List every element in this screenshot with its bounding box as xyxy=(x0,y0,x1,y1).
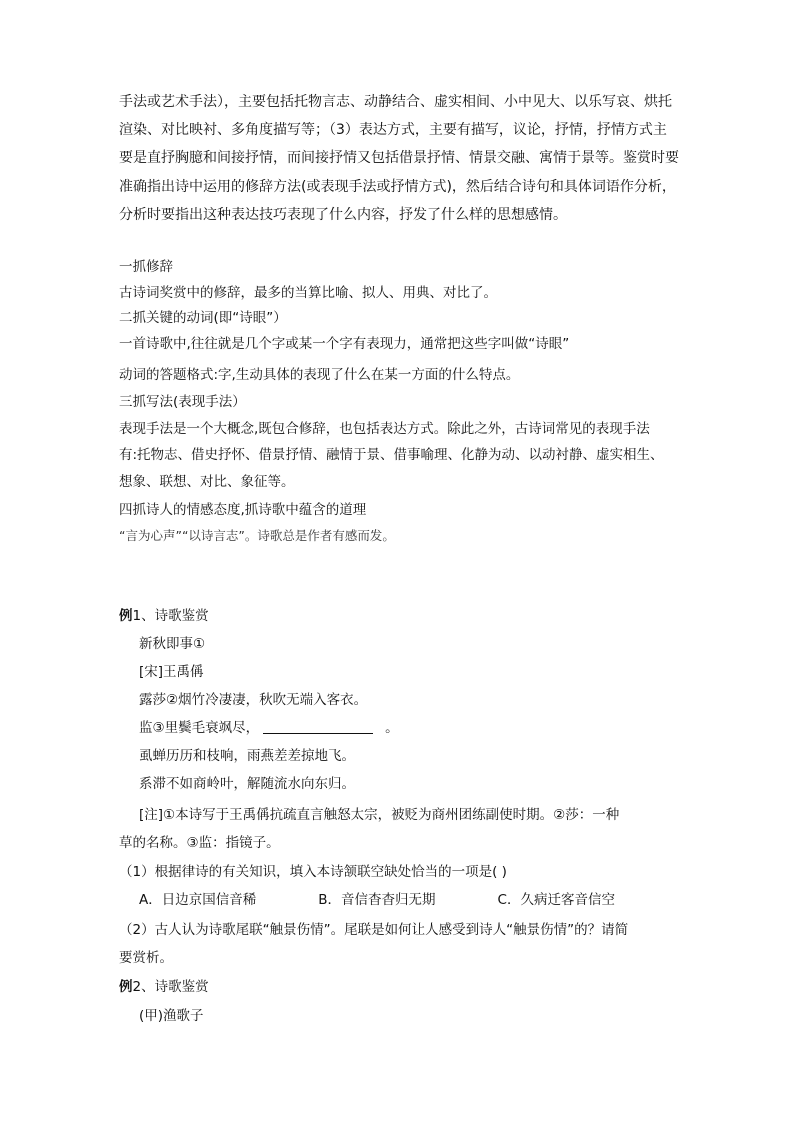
option-a[interactable]: A．日边京国信音稀 xyxy=(139,892,257,908)
point-2-title: 二抓关键的动词(即“诗眼”） xyxy=(119,310,287,326)
example-2-label-bold: 例 xyxy=(119,979,133,995)
point-3-text-3: 想象、联想、对比、象征等。 xyxy=(119,474,295,490)
option-c[interactable]: C．久病迁客音信空 xyxy=(497,892,615,908)
point-1-title: 一抓修辞 xyxy=(119,259,173,275)
point-2-text-2: 动词的答题格式:字,生动具体的表现了什么在某一方面的什么特点。 xyxy=(119,367,520,383)
intro-line-4: 准确指出诗中运用的修辞方法(或表现手法或抒情方式)，然后结合诗句和具体词语作分析， xyxy=(119,179,676,195)
example-2-subtitle: (甲)渔歌子 xyxy=(139,1008,204,1024)
point-4-title: 四抓诗人的情感态度,抓诗歌中蕴含的道理 xyxy=(119,502,367,518)
intro-line-2: 渲染、对比映衬、多角度描写等；（3）表达方式，主要有描写，议论，抒情，抒情方式主 xyxy=(119,122,667,138)
intro-line-3: 要是直抒胸臆和间接抒情，而间接抒情又包括借景抒情、情景交融、寓情于景等。鉴赏时要 xyxy=(119,150,679,166)
poem-line-4: 系滞不如商岭叶，解随流水向东归。 xyxy=(139,776,355,792)
point-3-text-2: 有:托物志、借史抒怀、借景抒情、融情于景、借事喻理、化静为动、以动衬静、虚实相生、 xyxy=(119,447,664,463)
point-3-title: 三抓写法(表现手法） xyxy=(119,394,246,410)
example-1-label-rest: 1、诗歌鉴赏 xyxy=(132,608,209,624)
question-2-line-1: （2）古人认为诗歌尾联“触景伤情”。尾联是如何让人感受到诗人“触景伤情”的？请简 xyxy=(119,922,629,938)
example-2-label-rest: 2、诗歌鉴赏 xyxy=(132,979,209,995)
point-3-text-1: 表现手法是一个大概念,既包合修辞，也包括表达方式。除此之外，古诗词常见的表现手法 xyxy=(119,421,650,437)
question-1: （1）根据律诗的有关知识，填入本诗颔联空缺处恰当的一项是( ) xyxy=(119,864,507,880)
poem-note-1: [注]①本诗写于王禹偁抗疏直言触怒太宗，被贬为商州团练副使时期。②莎：一种 xyxy=(139,807,620,823)
poem-line-3: 虱蝉历历和枝响，雨燕差差掠地飞。 xyxy=(139,748,355,764)
example-2-heading xyxy=(119,977,209,997)
point-1-text: 古诗词奖赏中的修辞，最多的当算比喻、拟人、用典、对比了。 xyxy=(119,285,497,301)
intro-line-1: 手法或艺术手法），主要包括托物言志、动静结合、虚实相间、小中见大、以乐写哀、烘托 xyxy=(119,94,672,110)
poem-line-2 xyxy=(139,718,399,738)
poem-line-1: 露莎②烟竹冷凄凄，秋吹无端入客衣。 xyxy=(139,692,368,708)
poem-line-2-text: 监③里鬓毛衰飒尽， xyxy=(139,720,260,736)
option-b[interactable]: B．音信杳杳归无期 xyxy=(318,892,436,908)
example-1-heading xyxy=(119,606,209,626)
poem-note-2: 草的名称。③监：指镜子。 xyxy=(119,835,280,851)
poem-author: [宋]王禹偁 xyxy=(139,664,204,680)
poem-line-2-end: 。 xyxy=(385,720,399,736)
intro-line-5: 分析时要指出这种表达技巧表现了什么内容，抒发了什么样的思想感情。 xyxy=(119,207,567,223)
point-4-text: “言为心声”“以诗言志”。诗歌总是作者有感而发。 xyxy=(119,528,395,543)
fill-in-blank[interactable] xyxy=(263,719,373,734)
question-1-options xyxy=(119,890,615,910)
question-2-line-2: 要赏析。 xyxy=(119,950,173,966)
poem-title: 新秋即事① xyxy=(139,636,206,652)
point-2-text-1: 一首诗歌中,往往就是几个字或某一个字有表现力，通常把这些字叫做“诗眼” xyxy=(119,336,570,352)
example-1-label-bold: 例 xyxy=(119,608,133,624)
